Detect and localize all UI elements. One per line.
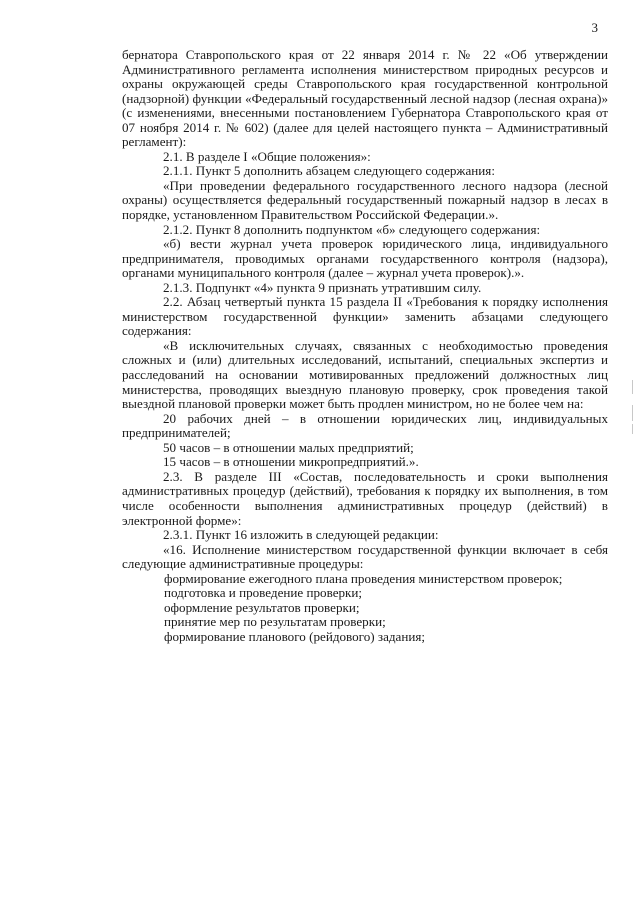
procedure-item: принятие мер по результатам проверки; xyxy=(164,614,386,630)
scan-margin-mark xyxy=(632,424,633,434)
scan-margin-mark xyxy=(632,405,633,421)
paragraph-20-working-days: 20 рабочих дней – в отношении юридических лиц, индивидуальных предпринимателей; xyxy=(122,410,608,441)
procedure-item: формирование планового (рейдового) задания; xyxy=(164,628,426,644)
paragraph-quote-exceptional-cases: «В исключительных случаях, связанных с необходимостью проведения сложных и (или) длительных исследований, испытаний, специальных экспертиз и расследований на основании мотивированных предложений должностных лиц министерства, проводящих выездную плановую проверку, срок проведения такой выездной плановой проверки может быть продлен министром, но не более чем на: xyxy=(122,337,608,412)
paragraph-quote-subpoint-b: «б) вести журнал учета проверок юридического лица, индивидуального предпринимателя, проводимых органами государственного контроля (надзора), органами муниципального контроля (далее – журнал учета проверок).». xyxy=(122,236,608,281)
paragraph-section-2-3-1: 2.3.1. Пункт 16 изложить в следующей редакции: xyxy=(163,527,439,543)
paragraph-section-2-1-2: 2.1.2. Пункт 8 дополнить подпунктом «б» следующего содержания: xyxy=(163,221,541,237)
procedure-item: формирование ежегодного плана проведения министерством проверок; xyxy=(164,570,563,586)
paragraph-50-hours: 50 часов – в отношении малых предприятий; xyxy=(163,439,414,455)
paragraph-continuation: бернатора Ставропольского края от 22 января 2014 г. № 22 «Об утверждении Административного регламента исполнения министерством природных ресурсов и охраны окружающей среды Ставропольского края государственной контрольной (надзорной) функции «Федеральный государственный лесной надзор (лесная охрана)» (с изменениями, внесенными постановлением Губернатора Ставропольского края от 07 ноября 2014 г. № 602) (далее для целей настоящего пункта – Административный регламент): xyxy=(122,47,608,150)
procedure-item: подготовка и проведение проверки; xyxy=(164,585,363,601)
paragraph-quote-point-5: «При проведении федерального государственного лесного надзора (лесной охраны) осуществляется федеральный государственный пожарный надзор в лесах в порядке, установленном Правительством Российской Федерации.». xyxy=(122,177,608,223)
paragraph-section-2-2: 2.2. Абзац четвертый пункта 15 раздела II «Требования к порядку исполнения министерством государственной функции» заменить абзацами следующего содержания: xyxy=(122,294,608,339)
paragraph-section-2-1: 2.1. В разделе I «Общие положения»: xyxy=(163,148,371,164)
paragraph-section-2-1-3: 2.1.3. Подпункт «4» пункта 9 признать утратившим силу. xyxy=(163,279,482,295)
paragraph-section-2-1-1: 2.1.1. Пункт 5 дополнить абзацем следующего содержания: xyxy=(163,163,495,179)
page-number: 3 xyxy=(591,20,598,35)
paragraph-15-hours: 15 часов – в отношении микропредприятий.». xyxy=(163,454,419,470)
document-body xyxy=(122,48,608,644)
scan-margin-mark xyxy=(632,380,633,394)
paragraph-quote-point-16: «16. Исполнение министерством государственной функции включает в себя следующие административные процедуры: xyxy=(122,541,608,572)
paragraph-section-2-3: 2.3. В разделе III «Состав, последовательность и сроки выполнения административных процедур (действий), требования к порядку их выполнения, в том числе особенности выполнения административных процедур (действий) в электронной форме»: xyxy=(122,468,608,528)
procedure-item: оформление результатов проверки; xyxy=(164,599,360,615)
